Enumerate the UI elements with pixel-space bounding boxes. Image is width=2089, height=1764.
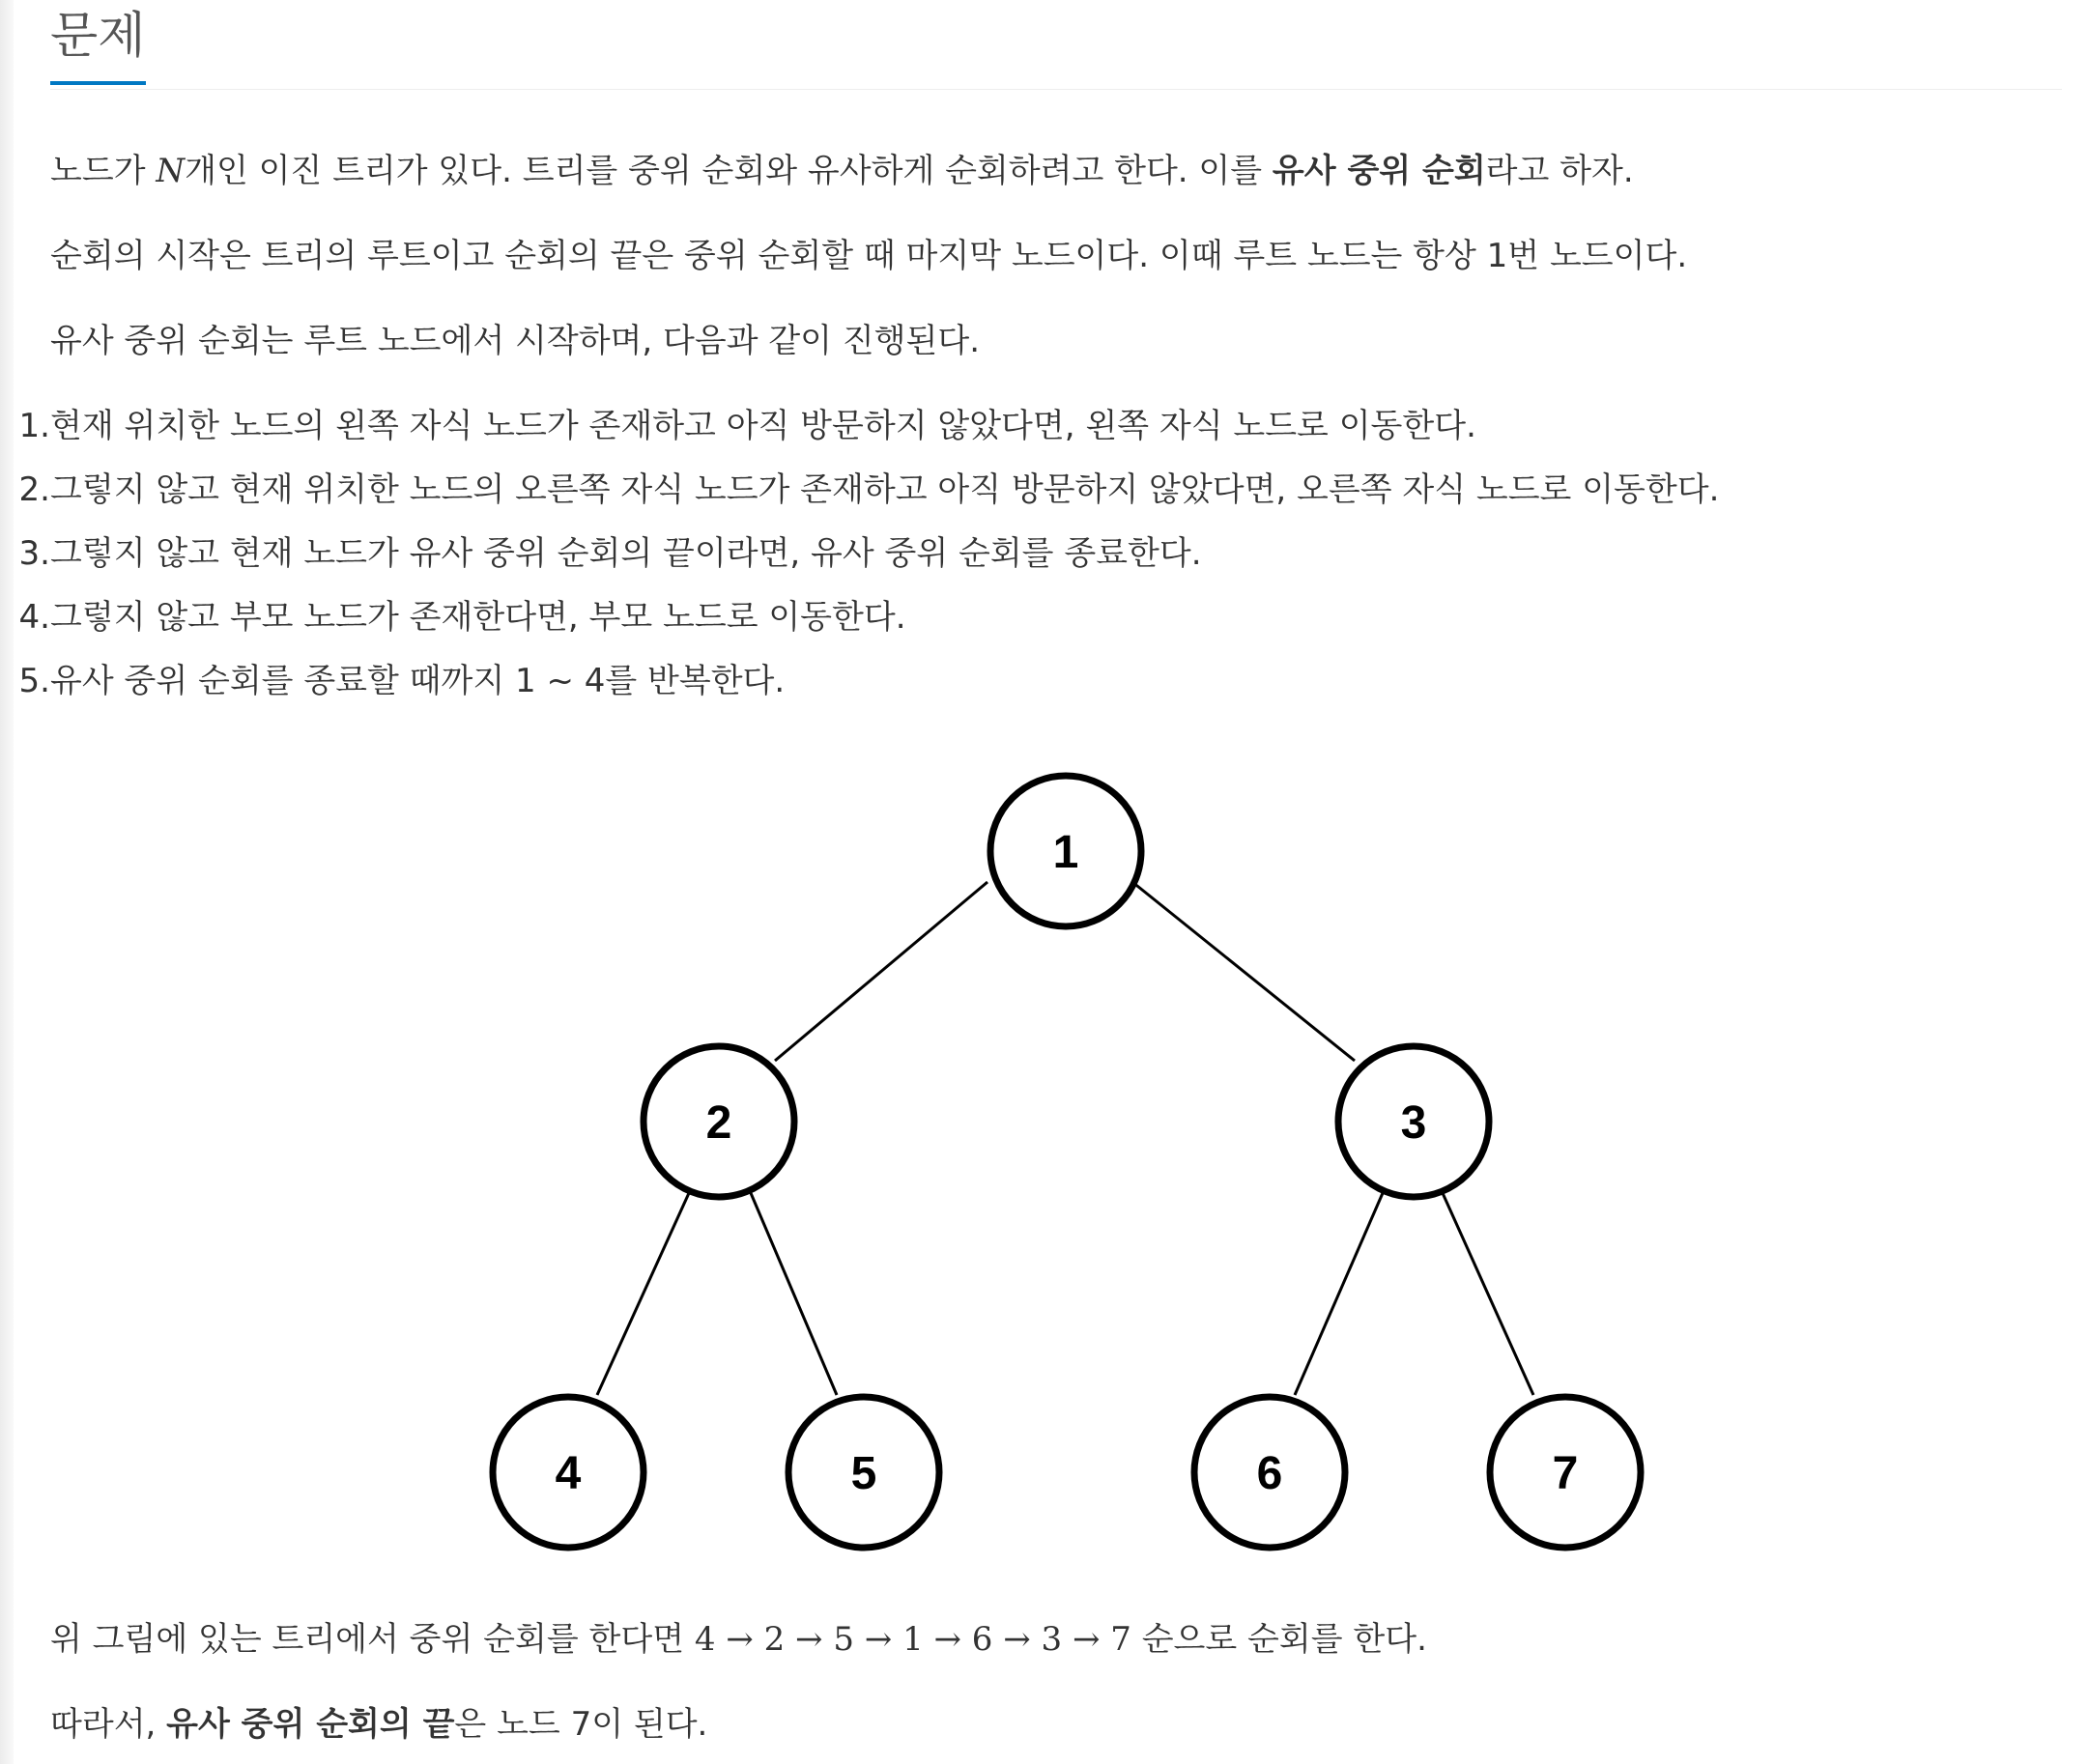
node-label: 3 <box>1400 1097 1427 1149</box>
step-number: 2. <box>18 470 50 509</box>
step-number: 1. <box>18 407 50 445</box>
step-number: 3. <box>18 534 50 573</box>
paragraph-inorder-example <box>50 1617 1427 1662</box>
tree-node-1 <box>990 776 1141 926</box>
section-title: 문제 <box>50 6 146 85</box>
edge-2-4 <box>597 1193 689 1395</box>
node-label: 4 <box>555 1448 582 1499</box>
edge-3-7 <box>1443 1193 1533 1395</box>
step-text: 그렇지 않고 현재 위치한 노드의 오른쪽 자식 노드가 존재하고 아직 방문하지 않았다면, 오른쪽 자식 노드로 이동한다. <box>50 470 1720 509</box>
edge-1-2 <box>775 882 987 1061</box>
step-text: 그렇지 않고 부모 노드가 존재한다면, 부모 노드로 이동한다. <box>50 598 906 637</box>
node-label: 1 <box>1052 827 1079 878</box>
conclusion-bold-term: 유사 중위 순회의 끝 <box>166 1705 455 1744</box>
tree-nodes <box>493 776 1641 1548</box>
step-text: 그렇지 않고 현재 노드가 유사 중위 순회의 끝이라면, 유사 중위 순회를 종료한다. <box>50 534 1202 573</box>
intro-text-mid: 개인 이진 트리가 있다. 트리를 중위 순회와 유사하게 순회하려고 한다. 이를 <box>185 152 1273 190</box>
tree-node-4 <box>493 1397 644 1548</box>
paragraph-traversal-range: 순회의 시작은 트리의 루트이고 순회의 끝은 중위 순회할 때 마지막 노드이다. 이때 루트 노드는 항상 1번 노드이다. <box>50 237 1688 275</box>
math-variable-n: N <box>156 152 186 190</box>
inorder-sequence: 4 → 2 → 5 → 1 → 6 → 3 → 7 <box>694 1620 1131 1659</box>
paragraph-procedure-intro: 유사 중위 순회는 루트 노드에서 시작하며, 다음과 같이 진행된다. <box>50 322 981 360</box>
tree-node-7 <box>1490 1397 1641 1548</box>
intro-bold-term: 유사 중위 순회 <box>1272 152 1486 190</box>
example-text-pre: 위 그림에 있는 트리에서 중위 순회를 한다면 <box>50 1620 695 1659</box>
edge-2-5 <box>751 1193 837 1395</box>
tree-node-5 <box>788 1397 939 1548</box>
step-text: 유사 중위 순회를 종료할 때까지 1 ~ 4를 반복한다. <box>50 662 786 700</box>
tree-node-6 <box>1194 1397 1345 1548</box>
tree-node-2 <box>644 1046 794 1197</box>
paragraph-conclusion <box>50 1702 707 1747</box>
node-label: 5 <box>850 1448 877 1499</box>
step-text: 현재 위치한 노드의 왼쪽 자식 노드가 존재하고 아직 방문하지 않았다면, 왼쪽 자식 노드로 이동한다. <box>50 407 1476 445</box>
tree-node-3 <box>1338 1046 1489 1197</box>
step-number: 5. <box>18 662 50 700</box>
conclusion-text-pre: 따라서, <box>50 1705 167 1744</box>
step-number: 4. <box>18 598 50 637</box>
edge-1-3 <box>1132 882 1355 1061</box>
conclusion-text-post: 은 노드 7이 된다. <box>454 1705 708 1744</box>
node-label: 2 <box>705 1097 732 1149</box>
node-label: 7 <box>1552 1448 1579 1499</box>
intro-text-pre: 노드가 <box>50 152 157 190</box>
node-label: 6 <box>1256 1448 1283 1499</box>
example-text-post: 순으로 순회를 한다. <box>1130 1620 1427 1659</box>
edge-3-6 <box>1295 1193 1383 1395</box>
intro-text-post: 라고 하자. <box>1485 152 1634 190</box>
